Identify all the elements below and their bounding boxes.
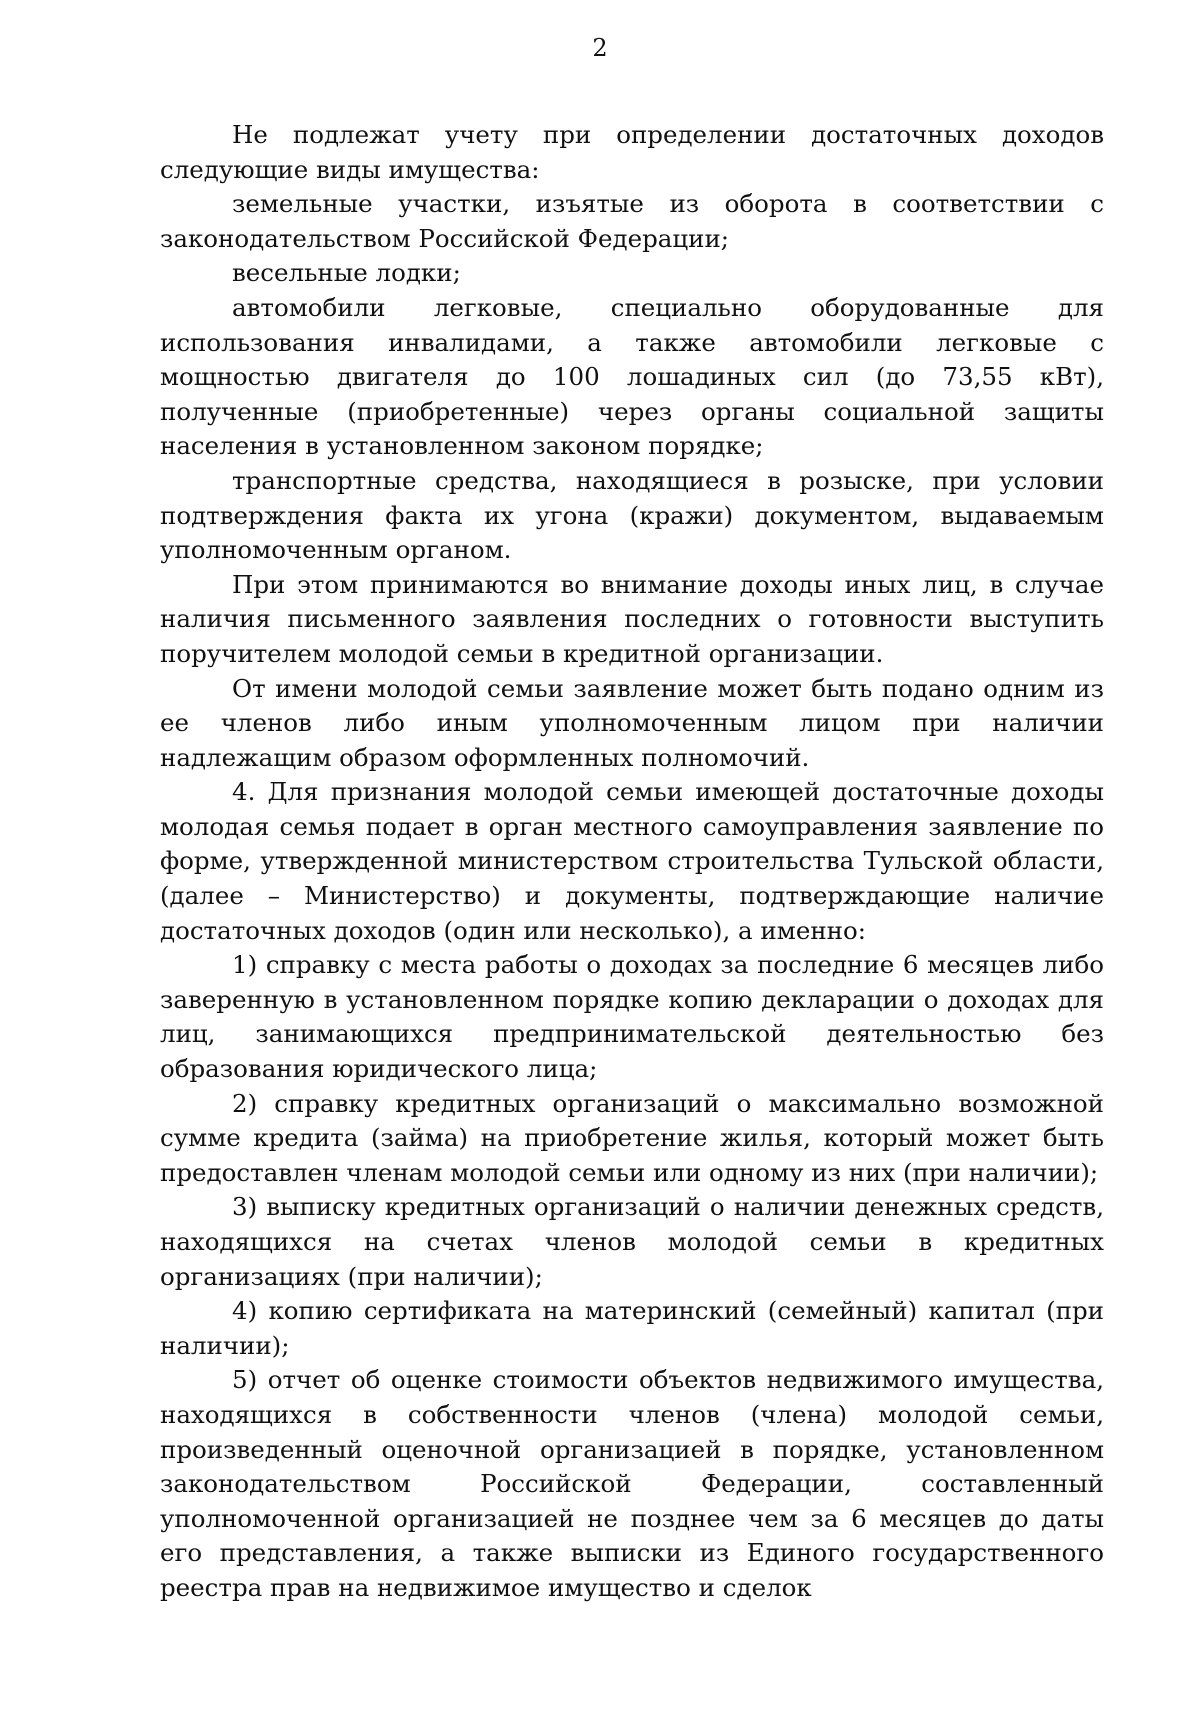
paragraph-rowing-boats: весельные лодки; xyxy=(232,258,461,288)
document-body xyxy=(160,118,1104,1606)
list-item-3: 3) выписку кредитных организаций о наличии денежных средств, находящихся на счетах членов молодой семьи в кредитных организациях (при наличии); xyxy=(160,1192,1104,1291)
page-number: 2 xyxy=(592,34,608,62)
list-item-4: 4) копию сертификата на материнский (семейный) капитал (при наличии); xyxy=(160,1296,1104,1360)
paragraph-excluded-property-intro: Не подлежат учету при определении достаточных доходов следующие виды имущества: xyxy=(160,120,1104,184)
list-item-2: 2) справку кредитных организаций о максимально возможной сумме кредита (займа) на приобретение жилья, который может быть предоставлен членам молодой семьи или одному из них (при наличии); xyxy=(160,1088,1104,1187)
paragraph-other-persons-income: При этом принимаются во внимание доходы иных лиц, в случае наличия письменного заявления последних о готовности выступить поручителем молодой семьи в кредитной организации. xyxy=(160,569,1104,668)
paragraph-wanted-vehicles: транспортные средства, находящиеся в розыске, при условии подтверждения факта их угона (кражи) документом, выдаваемым уполномоченным органом. xyxy=(160,465,1104,565)
paragraph-passenger-cars: автомобили легковые, специально оборудованные для использования инвалидами, а также автомобили легковые с мощностью двигателя до 100 лошадиных сил (до 73,55 кВт), полученные (приобретенные) через органы социальной защиты населения в установленном законом порядке; xyxy=(160,292,1104,461)
paragraph-item-4: 4. Для признания молодой семьи имеющей достаточные доходы молодая семья подает в орган местного самоуправления заявление по форме, утвержденной министерством строительства Тульской области, (далее – Министерство) и документы, подтверждающие наличие достаточных доходов (один или несколько), а именно: xyxy=(160,777,1104,945)
paragraph-application-submission: От имени молодой семьи заявление может быть подано одним из ее членов либо иным уполномоченным лицом при наличии надлежащим образом оформленных полномочий. xyxy=(160,673,1104,772)
list-item-1: 1) справку с места работы о доходах за последние 6 месяцев либо заверенную в установленном порядке копию декларации о доходах для лиц, занимающихся предпринимательской деятельностью без образования юридического лица; xyxy=(160,950,1104,1084)
paragraph-land-plots: земельные участки, изъятые из оборота в соответствии с законодательством Российской Федерации; xyxy=(160,189,1104,253)
list-item-5: 5) отчет об оценке стоимости объектов недвижимого имущества, находящихся в собственности членов (члена) молодой семьи, произведенный оценочной организацией в порядке, установленном законодательством Российской Федерации, составленный уполномоченной организацией не позднее чем за 6 месяцев до даты его представления, а также выписки из Единого государственного реестра прав на недвижимое имущество и сделок xyxy=(160,1365,1104,1602)
